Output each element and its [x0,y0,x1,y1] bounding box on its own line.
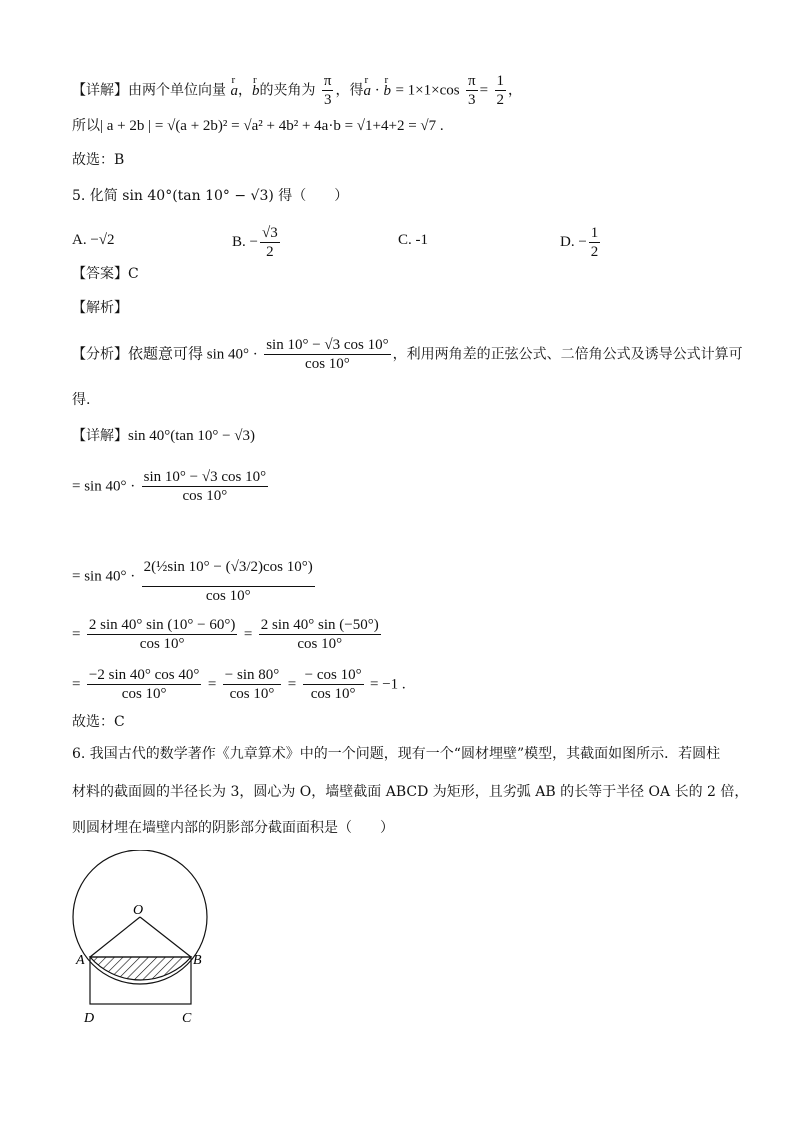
option-d-label: D. − [560,233,587,250]
equation: = sin 40° · [72,568,136,585]
one-half [495,72,507,109]
label-o: O [133,903,144,918]
solution-step-1 [72,468,270,505]
option-c: C. -1 [398,232,428,248]
text: ， [237,82,252,99]
frac-num: 2 sin 40° sin (−50°) [260,617,379,633]
equation: = −1 . [370,676,406,693]
label-b: B [193,953,202,968]
option-d [560,224,602,261]
frac-num: sin 10° − √3 cos 10° [143,469,267,485]
analysis-line-1 [72,336,743,373]
frac-num: 1 [590,225,599,241]
step-4c-fraction [303,666,364,703]
frac-den: cos 10° [305,356,350,372]
vector-b: r b [252,81,260,101]
vector-a: r a [230,81,238,101]
equation: 依题意可得 sin 40° · [128,346,258,363]
wall-circle-figure [60,850,230,1030]
equation: = 1×1×cos [395,82,460,99]
option-a: A. −√2 [72,232,115,248]
analysis-fraction [264,336,390,373]
frac-den: cos 10° [229,686,275,702]
label-a: A [76,953,85,968]
frac-num: π [323,73,332,89]
pi-over-3-b [466,72,478,109]
analysis-line-2: 得. [72,392,91,408]
solution-header [72,426,255,446]
frac-den: 3 [468,92,476,108]
frac-den: 2 [266,244,274,260]
question-6-line-3: 则圆材埋在墙壁内部的阴影部分截面面积是（ ） [72,820,394,836]
analysis-heading: 【解析】 [72,300,128,316]
frac-num: sin 10° − √3 cos 10° [266,337,389,353]
radius-oa [90,917,140,957]
step-1-fraction [142,468,268,505]
detail-tag: 【详解】 [72,82,128,99]
frac-num: −2 sin 40° cos 40° [88,667,200,683]
detail-tag: 【详解】 [72,428,128,444]
text: ，得 [335,82,364,99]
option-b-label: B. − [232,233,258,250]
selection-1: 故选：B [72,152,125,168]
selection-2: 故选：C [72,714,125,730]
equation: sin 40°(tan 10° − √3) [128,428,256,444]
frac-den: cos 10° [139,636,185,652]
radius-ob [140,917,191,957]
text: ， [508,82,523,99]
label-c: C [182,1011,192,1026]
frac-num: − sin 80° [224,667,280,683]
answer: 【答案】C [72,266,139,282]
frac-den: 2 [590,244,599,260]
frac-den: cos 10° [121,686,167,702]
detail-line-2 [72,116,444,136]
analysis-tag: 【分析】 [72,346,128,363]
frac-den: cos 10° [310,686,356,702]
label-d: D [84,1011,95,1026]
solution-step-4: = $\frac{-2 \sin 40^\circ \cos 40^\circ}{\cos 10^\circ}$ = $\frac{- \sin 80^\circ}{\cos 10^\circ}$ = $\frac{- \cos 10^\circ}{\cos 10^\circ}$ = −1 . [72,667,406,702]
question-6-line-1: 6. 我国古代的数学著作《九章算术》中的一个问题，现有一个“圆材埋壁”模型，其截面如图所示．若圆柱 [72,746,721,762]
text: 的夹角为 [259,82,316,99]
text: 所以 [72,118,100,134]
text: ，利用两角差的正弦公式、二倍角公式及诱导公式计算可 [392,346,743,363]
option-b [232,224,282,261]
frac-den: 3 [323,92,332,108]
frac-num: √3 [261,225,278,241]
frac-num: 1 [496,73,505,89]
step-2-fraction [142,548,315,605]
frac-den: 2 [496,92,505,108]
text: 由两个单位向量 [128,82,226,99]
question-6-line-2: 材料的截面圆的半径长为 3，圆心为 O，墙壁截面 ABCD 为矩形，且劣弧 AB 的长等于半径 OA 长的 2 倍， [72,784,749,800]
detail-line-1: 【详解】由两个单位向量 r a，r b的夹角为 $\frac{\pi}{3}$ ，得r a · r b = 1×1×cos $\frac{\pi}{3}$ = $\frac{1}{2}$ ， [72,72,522,109]
frac-den: cos 10° [182,488,228,504]
frac-den: cos 10° [205,588,251,604]
step-4b-fraction [223,666,281,703]
step-3b-fraction [259,616,381,653]
question-5-options [72,224,722,264]
question-5-stem: 5. 化简 sin 40°(tan 10° − √3) 得（ ） [72,188,349,204]
frac-num: π [468,73,476,89]
equation: | a + 2b | = √(a + 2b)² = √a² + 4b² + 4a·b = √1+4+2 = √7 . [100,118,444,134]
solution-step-2 [72,548,317,605]
solution-step-3: = $\frac{2 \sin 40^\circ \sin (10^\circ - 60^\circ)}{\cos 10^\circ}$ = $\frac{2 \sin 40^\circ \sin (-50^\circ)}{\cos 10^\circ}$ [72,617,379,652]
frac-num: − cos 10° [304,667,362,683]
shaded-segment [90,957,191,980]
step-4a-fraction [87,666,201,703]
equation: = sin 40° · [72,478,136,495]
frac-num: 2(½sin 10° − (√3/2)cos 10°) [142,548,315,587]
pi-over-3 [322,72,334,109]
step-3a-fraction [87,616,237,653]
frac-num: 2 sin 40° sin (10° − 60°) [88,617,236,633]
frac-den: cos 10° [297,636,343,652]
